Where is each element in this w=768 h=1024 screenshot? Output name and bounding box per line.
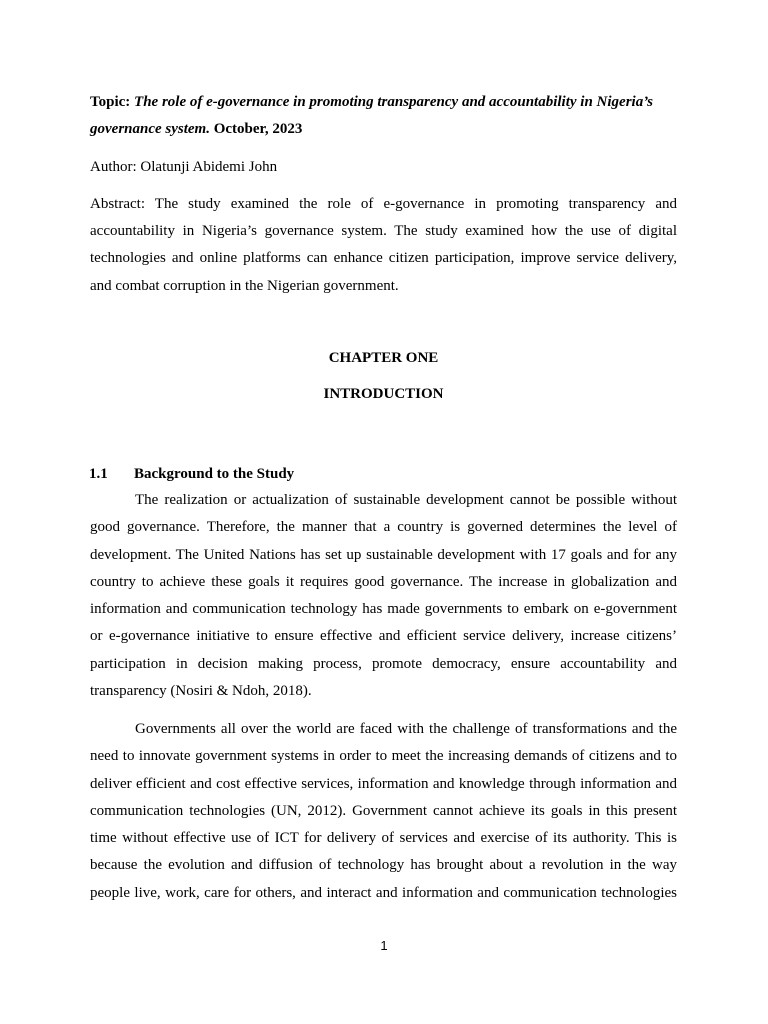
paragraph-line: country to achieve these goals it requires good governance. The increase in globalization and [90, 573, 677, 590]
paragraph-line: need to innovate government systems in order to meet the increasing demands of citizens and to [90, 748, 677, 765]
paragraph-line: time without effective use of ICT for delivery of services and exercise of its authority. This is [90, 830, 677, 847]
paragraph-line: Governments all over the world are faced with the challenge of transformations and the [135, 721, 677, 737]
abstract-line: technologies and online platforms can enhance citizen participation, improve service delivery, [90, 250, 677, 267]
paragraph-line: transparency (Nosiri & Ndoh, 2018). [90, 683, 312, 700]
paragraph-line: participation in decision making process, promote democracy, ensure accountability and [90, 655, 677, 672]
topic-title-2: governance system. [90, 121, 210, 138]
body-paragraph-1 [90, 487, 677, 705]
abstract-paragraph [90, 191, 677, 300]
abstract-line: accountability in Nigeria’s governance system. The study examined how the use of digital [90, 223, 677, 240]
paragraph-line: communication technologies (UN, 2012). Government cannot achieve its goals in this present [90, 802, 677, 819]
topic-block [90, 89, 677, 144]
section-heading [89, 461, 677, 488]
paragraph-line: good governance. Therefore, the manner that a country is governed determines the level of [90, 519, 677, 536]
author-line: Author: Olatunji Abidemi John [90, 158, 278, 175]
topic-line-1 [90, 89, 677, 116]
section-title: Background to the Study [134, 466, 295, 482]
paragraph-line: because the evolution and diffusion of technology has brought about a revolution in the way [90, 857, 677, 874]
page-number: 1 [380, 938, 388, 953]
page-content [89, 89, 677, 901]
body-paragraph-2 [90, 716, 677, 907]
topic-line-2 [90, 116, 677, 143]
paragraph-line: deliver efficient and cost effective services, information and knowledge through information and [90, 775, 677, 792]
topic-date: October, 2023 [213, 121, 303, 138]
paragraph-line: information and communication technology has made governments to embark on e-government [90, 601, 677, 618]
paragraph-line: people live, work, care for others, and interact and information and communication technologies [90, 884, 677, 901]
section-number: 1.1 [89, 466, 108, 482]
chapter-heading: CHAPTER ONE [328, 350, 439, 366]
topic-label: Topic: [90, 94, 131, 110]
topic-title-1: The role of e-governance in promoting transparency and accountability in Nigeria’s [134, 94, 653, 110]
paragraph-line: The realization or actualization of sustainable development cannot be possible without [135, 492, 677, 508]
abstract-line: and combat corruption in the Nigerian government. [90, 277, 399, 294]
paragraph-line: development. The United Nations has set up sustainable development with 17 goals and for any [90, 546, 677, 563]
abstract-line: Abstract: The study examined the role of e-governance in promoting transparency and [90, 195, 677, 212]
paragraph-line: or e-governance initiative to ensure effective and efficient service delivery, increase citizens’ [90, 628, 677, 645]
chapter-title: INTRODUCTION [323, 386, 444, 402]
